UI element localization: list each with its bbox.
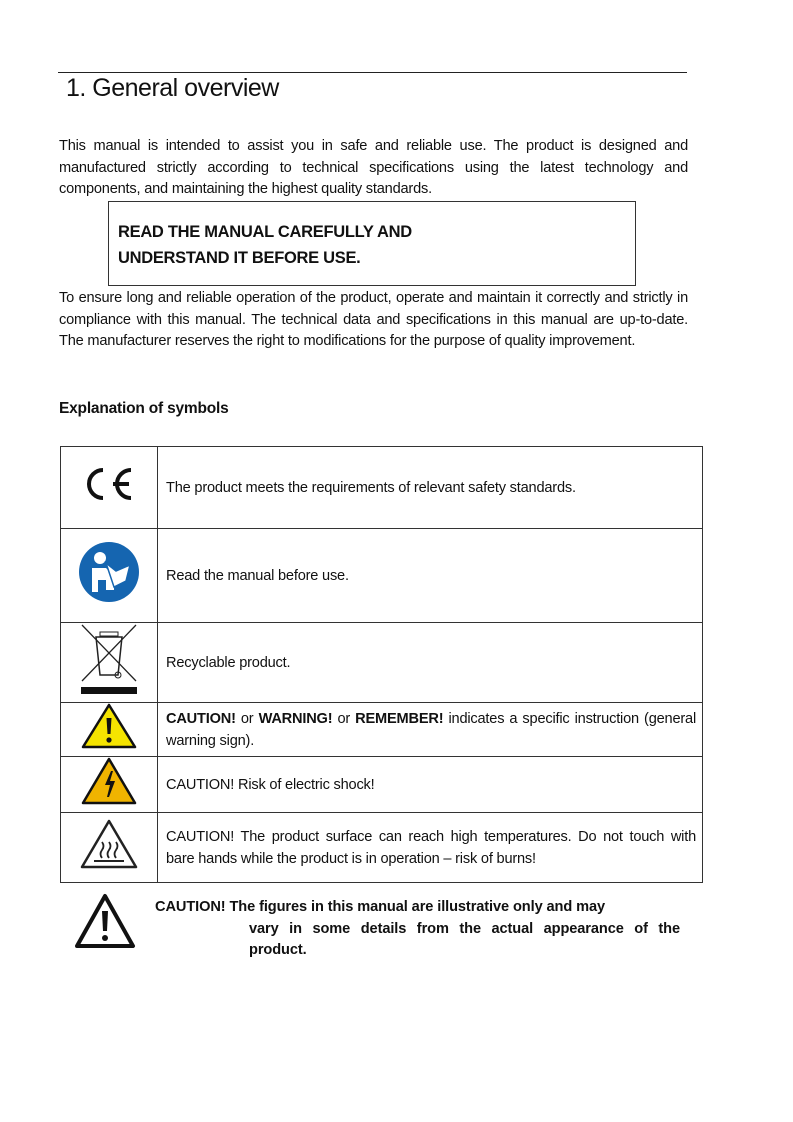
ce-mark-icon (79, 464, 139, 504)
figures-caution (155, 897, 680, 962)
table-row (61, 703, 703, 757)
text: or (332, 710, 356, 727)
table-row (61, 623, 703, 703)
recycle-bin-crossed-icon (78, 623, 140, 695)
operation-paragraph: To ensure long and reliable operation of the product, operate and maintain it correctly and strictly in compliance with this manual. The technical data and specifications in this manual are up-to-date. The manufacturer reserves the right to modifications for the purpose of quality improvement. (59, 290, 688, 349)
general-warning-icon (81, 703, 137, 749)
warning-icon (74, 893, 136, 949)
notice-line: READ THE MANUAL CAREFULLY AND (118, 223, 412, 241)
header-rule (58, 72, 687, 73)
text: or (235, 710, 259, 727)
caution-line: CAUTION! The figures in this manual are illustrative only and may (155, 899, 606, 915)
hot-surface-icon (79, 818, 139, 870)
symbol-description: The product meets the requirements of relevant safety standards. (158, 447, 703, 529)
read-manual-icon (78, 541, 140, 603)
section-title: 1. General overview (66, 74, 279, 102)
notice-line: UNDERSTAND IT BEFORE USE. (118, 249, 361, 267)
symbol-description: CAUTION! The product surface can reach high temperatures. Do not touch with bare hands while the product is in operation – risk of burns! (158, 813, 703, 883)
symbol-description: Read the manual before use. (158, 529, 703, 623)
intro-paragraph: This manual is intended to assist you in safe and reliable use. The product is designed and manufactured strictly according to technical specifications using the latest technology and components, and maintaining the highest quality standards. (59, 138, 688, 197)
table-row (61, 757, 703, 813)
symbols-table (60, 446, 703, 883)
remember-label: REMEMBER! (355, 710, 444, 727)
electric-shock-icon (81, 757, 137, 805)
symbol-description: Recyclable product. (158, 623, 703, 703)
warning-label: WARNING! (258, 710, 333, 727)
text: indicates a specific instruction (general warning sign). (166, 710, 696, 749)
symbols-heading: Explanation of symbols (59, 400, 229, 417)
table-row (61, 529, 703, 623)
table-row (61, 447, 703, 529)
symbol-description (158, 703, 703, 757)
read-manual-notice (108, 201, 636, 286)
table-row (61, 813, 703, 883)
caution-line: vary in some details from the actual appearance of the product. (249, 920, 680, 958)
caution-label: CAUTION! (166, 710, 236, 727)
symbol-description: CAUTION! Risk of electric shock! (158, 757, 703, 813)
